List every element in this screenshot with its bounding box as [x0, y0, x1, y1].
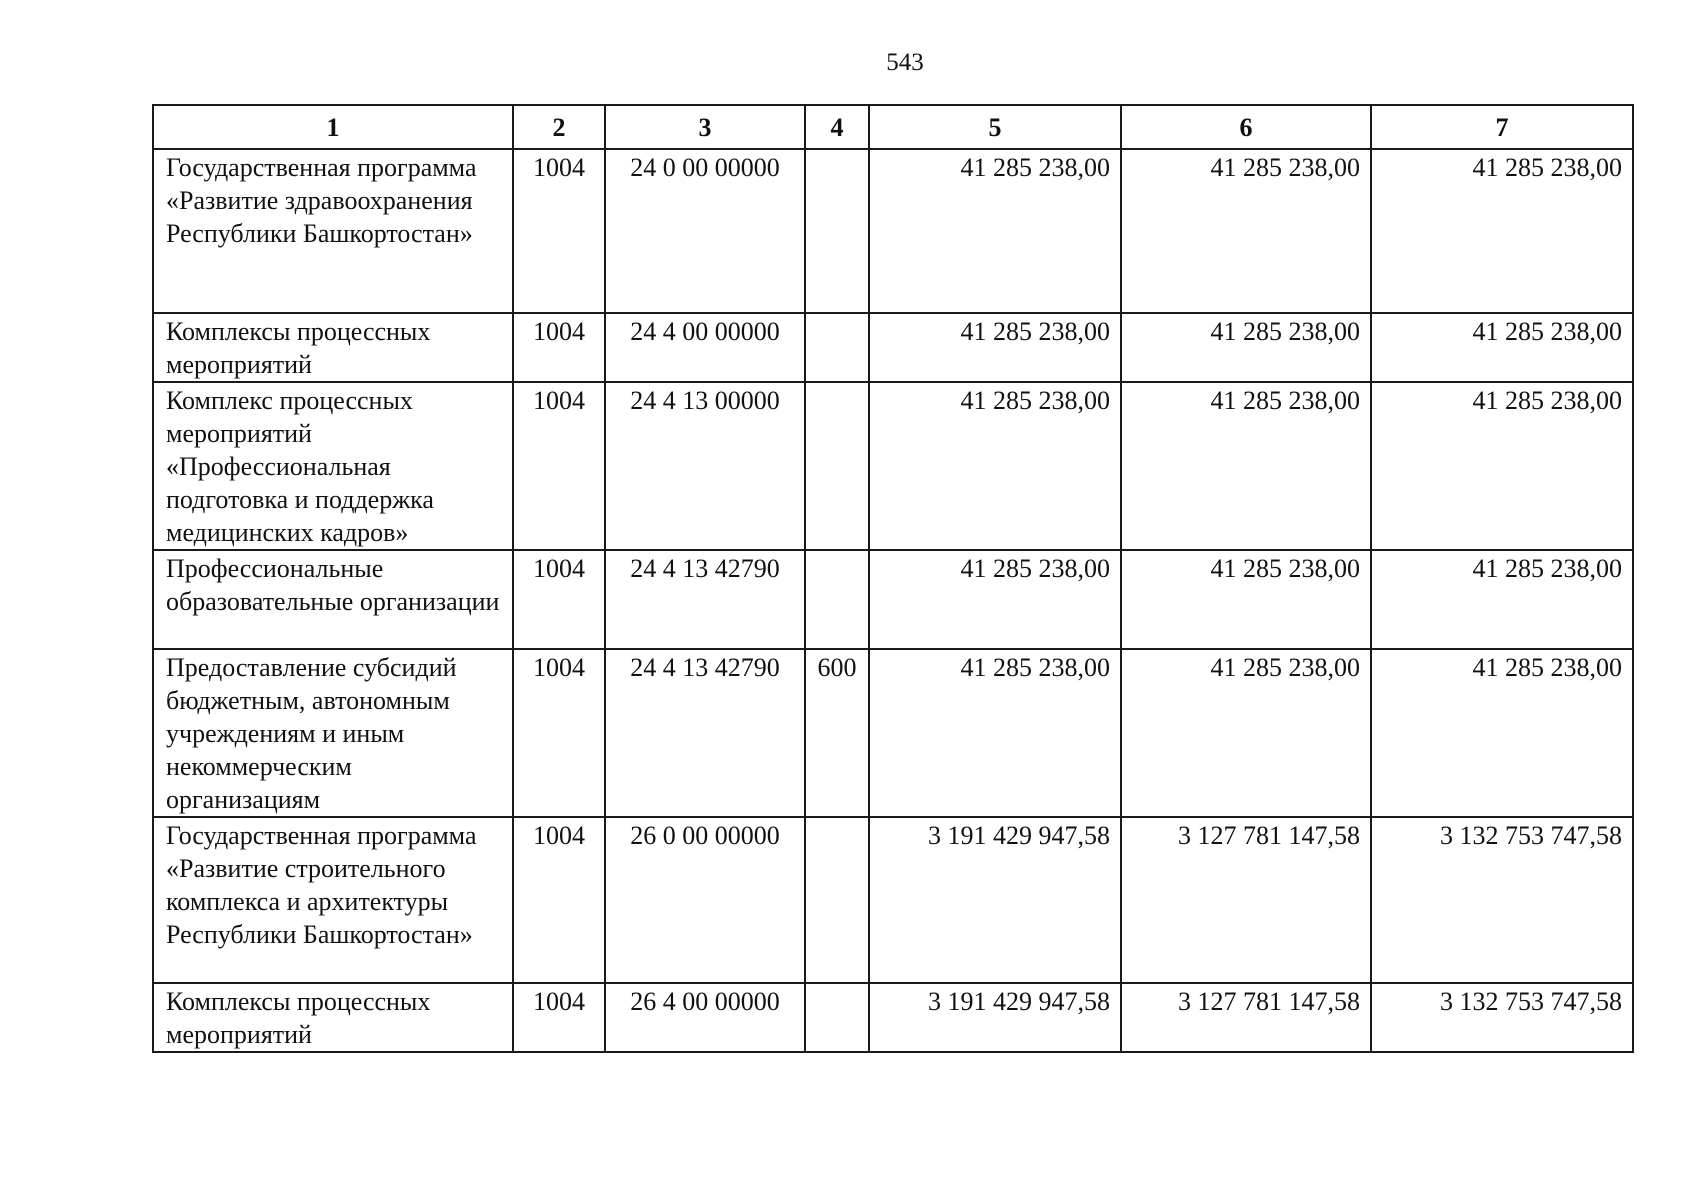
row-type [805, 983, 869, 1052]
row-section: 1004 [513, 550, 605, 649]
row-amount-3: 41 285 238,00 [1371, 382, 1633, 550]
row-section: 1004 [513, 382, 605, 550]
header-col-4: 4 [805, 105, 869, 149]
row-amount-2: 41 285 238,00 [1121, 149, 1371, 313]
row-amount-2: 3 127 781 147,58 [1121, 983, 1371, 1052]
row-type: 600 [805, 649, 869, 817]
row-name: Государственная программа «Развитие строительного комплекса и архитектуры Республики Башкортостан» [153, 817, 513, 983]
row-amount-1: 3 191 429 947,58 [869, 817, 1121, 983]
row-target: 24 4 13 00000 [605, 382, 805, 550]
table-row [153, 382, 1633, 550]
row-amount-1: 3 191 429 947,58 [869, 983, 1121, 1052]
header-col-1: 1 [153, 105, 513, 149]
table-row [153, 983, 1633, 1052]
row-amount-2: 41 285 238,00 [1121, 313, 1371, 382]
page-number: 543 [886, 49, 924, 76]
row-section: 1004 [513, 817, 605, 983]
table-row [153, 313, 1633, 382]
row-amount-3: 41 285 238,00 [1371, 649, 1633, 817]
table-row [153, 550, 1633, 649]
table-header-row [153, 105, 1633, 149]
row-target: 26 0 00 00000 [605, 817, 805, 983]
row-target: 24 0 00 00000 [605, 149, 805, 313]
row-amount-1: 41 285 238,00 [869, 550, 1121, 649]
row-target: 26 4 00 00000 [605, 983, 805, 1052]
row-amount-2: 41 285 238,00 [1121, 550, 1371, 649]
row-section: 1004 [513, 149, 605, 313]
header-col-6: 6 [1121, 105, 1371, 149]
row-type [805, 550, 869, 649]
row-amount-3: 41 285 238,00 [1371, 313, 1633, 382]
row-amount-1: 41 285 238,00 [869, 649, 1121, 817]
header-col-7: 7 [1371, 105, 1633, 149]
row-type [805, 149, 869, 313]
row-name: Государственная программа «Развитие здравоохранения Республики Башкортостан» [153, 149, 513, 313]
row-amount-2: 3 127 781 147,58 [1121, 817, 1371, 983]
row-target: 24 4 13 42790 [605, 550, 805, 649]
row-amount-1: 41 285 238,00 [869, 382, 1121, 550]
row-amount-3: 3 132 753 747,58 [1371, 983, 1633, 1052]
row-section: 1004 [513, 649, 605, 817]
budget-table [152, 104, 1634, 1053]
row-amount-2: 41 285 238,00 [1121, 382, 1371, 550]
row-type [805, 382, 869, 550]
row-amount-1: 41 285 238,00 [869, 149, 1121, 313]
row-amount-2: 41 285 238,00 [1121, 649, 1371, 817]
table-row [153, 649, 1633, 817]
row-name: Предоставление субсидий бюджетным, автономным учреждениям и иным некоммерческим организациям [153, 649, 513, 817]
header-col-2: 2 [513, 105, 605, 149]
row-type [805, 817, 869, 983]
row-amount-3: 3 132 753 747,58 [1371, 817, 1633, 983]
row-section: 1004 [513, 983, 605, 1052]
row-name: Комплекс процессных мероприятий «Профессиональная подготовка и поддержка медицинских кадров» [153, 382, 513, 550]
header-col-5: 5 [869, 105, 1121, 149]
row-amount-3: 41 285 238,00 [1371, 550, 1633, 649]
row-name: Профессиональные образовательные организации [153, 550, 513, 649]
row-amount-1: 41 285 238,00 [869, 313, 1121, 382]
table-row [153, 149, 1633, 313]
row-name: Комплексы процессных мероприятий [153, 313, 513, 382]
row-target: 24 4 00 00000 [605, 313, 805, 382]
row-name: Комплексы процессных мероприятий [153, 983, 513, 1052]
table-row [153, 817, 1633, 983]
row-section: 1004 [513, 313, 605, 382]
row-target: 24 4 13 42790 [605, 649, 805, 817]
row-amount-3: 41 285 238,00 [1371, 149, 1633, 313]
header-col-3: 3 [605, 105, 805, 149]
row-type [805, 313, 869, 382]
